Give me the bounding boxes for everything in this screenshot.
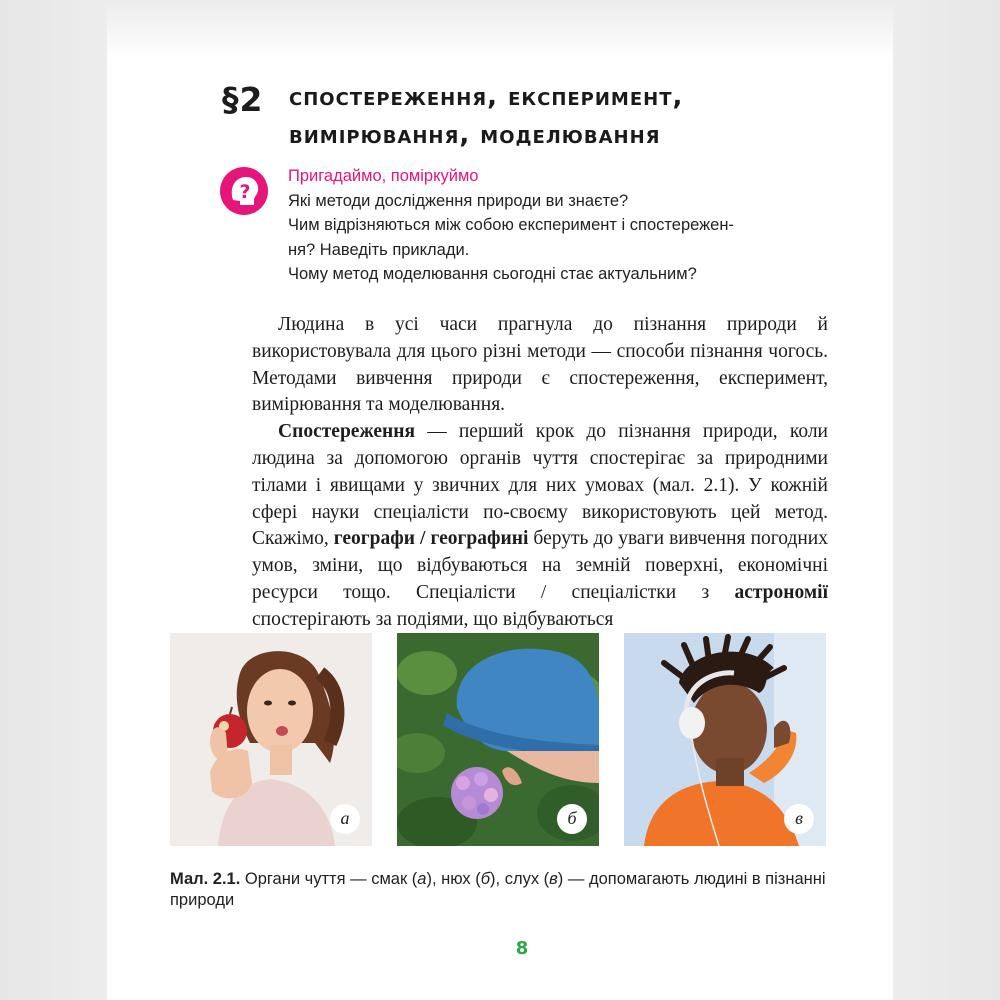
term-observation: Спостереження	[278, 421, 416, 443]
recall-line: ня? Наведіть приклади.	[288, 240, 470, 259]
recall-heading: Пригадаймо, поміркуймо	[288, 167, 479, 185]
figure-badge-a: а	[330, 804, 360, 834]
caption-letter-b: б	[480, 870, 491, 888]
page-top-shadow	[107, 0, 893, 60]
recall-line: Чим відрізняються між собою експеримент і спостережен-	[288, 216, 734, 234]
paragraph-1-text: Людина в усі часи прагнула до пізнання природи й використовувала для цього різні методи — способи пізнання чогось. Методами вивчення природи є спостереження, експеримент, вимірювання та моделювання.	[252, 314, 828, 416]
section-title-line-1: спостереження, експеримент,	[289, 82, 684, 112]
caption-text: ), нюх (	[426, 870, 481, 888]
figure-badge-c: в	[784, 804, 814, 834]
paragraph-2-text-a: — перший крок до пізнання природи, коли людина за допомогою органів чуття спостерігає за природними тілами і явищами у звичних для них умовах (мал. 2.1). У кожній сфері науки спеціалісти по-своєму використовують цей метод. Скажімо,	[252, 421, 828, 550]
page-margin-right	[893, 0, 1000, 1000]
caption-text: ) — допомагають людині в пізнанні природи	[170, 870, 826, 909]
photo-smell	[397, 633, 599, 846]
figure-badge-b: б	[557, 804, 587, 834]
paragraph-2-text-c: спостерігають за подіями, що відбуваються	[252, 608, 614, 630]
photo-hearing	[624, 633, 826, 846]
term-geographers: географи / географині	[333, 528, 529, 550]
paragraph-1	[252, 312, 828, 419]
question-head-icon	[219, 166, 269, 216]
body-text	[252, 312, 828, 634]
caption-label: Мал. 2.1.	[170, 870, 241, 888]
section-number: §2	[222, 80, 264, 119]
paragraph-2	[252, 419, 828, 633]
section-title	[289, 78, 829, 154]
page-margin-left	[0, 0, 107, 1000]
section-title-line-2: вимірювання, моделювання	[289, 120, 661, 150]
recall-box	[288, 164, 828, 287]
recall-line: Які методи дослідження природи ви знаєте?	[288, 191, 629, 210]
caption-letter-c: в	[549, 870, 558, 888]
term-astronomy: астрономії	[734, 581, 828, 603]
caption-letter-a: а	[417, 870, 427, 888]
figure-caption	[170, 869, 830, 911]
caption-text: ), слух (	[490, 870, 550, 888]
caption-text: Органи чуття — смак (	[240, 870, 418, 888]
paragraph-2-text-b: беруть до уваги вивчення погодних умов, зміни, що відбуваються на земній поверхні, економічні ресурси тощо. Спеціалісти / спеціалістки з	[252, 528, 828, 603]
recall-line: Чому метод моделювання сьогодні стає актуальним?	[288, 265, 697, 283]
svg-text:?: ?	[239, 181, 251, 203]
page-number: 8	[515, 938, 529, 959]
photo-taste	[170, 633, 372, 846]
